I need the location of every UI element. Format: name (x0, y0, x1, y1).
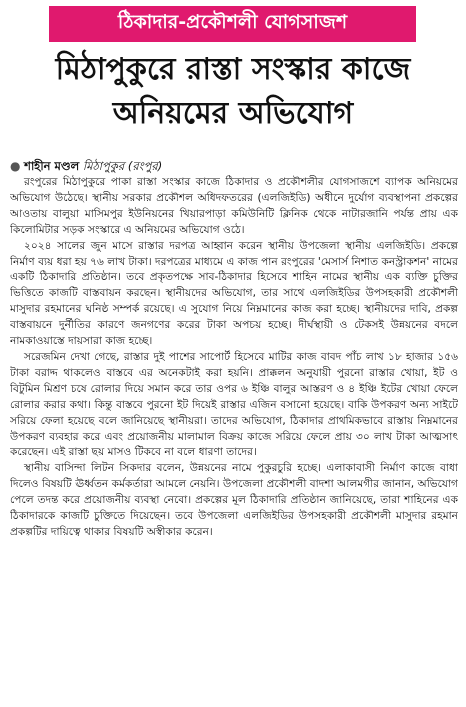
headline-line-2: অনিয়মের অভিযোগ (112, 96, 354, 131)
headline-line-1: মিঠাপুকুরে রাস্তা সংস্কার কাজে (55, 52, 411, 87)
kicker-text: ঠিকাদার-প্রকৌশলী যোগসাজশ (117, 11, 348, 33)
kicker-banner (49, 6, 416, 42)
byline-location: মিঠাপুকুর (রংপুর) (82, 159, 163, 173)
article-paragraph: রংপুরের মিঠাপুকুরে পাকা রাস্তা সংস্কার কাজে ঠিকাদার ও প্রকৌশলীর যোগসাজশে ব্যাপক অনিয়মের অভিযোগ উঠেছে। স্থানীয় সরকার প্রকৌশল অধিদফতরের (এলজিইডি) অধীনে দুর্যোগ ব্যবস্থাপনা প্রকল্পের আওতায় বালুয়া মাসিমপুর ইউনিয়নের খিয়ারপাড়া কমিউনিটি ক্লিনিক থেকে নাটারজানি পর্যন্ত প্রায় এক কিলোমিটার সড়ক সংস্কারে এ অনিয়মের অভিযোগ ওঠে। (10, 176, 458, 236)
article-paragraph: সরেজমিন দেখা গেছে, রাস্তার দুই পাশের সাপোর্ট হিসেবে মাটির কাজ বাবদ পাঁচ লাখ ১৮ হাজার ১৫৬ টাকা বরাদ্দ থাকলেও বাস্তবে এর অনেকটাই করা হয়নি। প্রাক্কলন অনুযায়ী পুরনো রাস্তার খোয়া, ইট ও বিটুমিন মিশ্রণ চষে রোলার দিয়ে সমান করে তার ওপর ৬ ইঞ্চি বালুর আস্তরণ ও ৪ ইঞ্চি ইটের খোয়া ফেলে রোলার করার কথা। কিন্তু বাস্তবে পুরনো ইট দিয়েই রাস্তার এজিন বসানো হয়েছে। বাকি উপকরণ অন্য সাইটে সরিয়ে ফেলা হয়েছে বলে জানিয়েছে স্থানীয়রা। তাদের অভিযোগ, ঠিকাদার প্রাথমিকভাবে রাস্তায় নিম্নমানের উপকরণ ব্যবহার করে এবং প্রয়োজনীয় মালামাল বিক্রয় কাজে সরিয়ে ফেলে প্রায় ৩০ লাখ টাকা আত্মসাৎ করেছেন। এই রাস্তা ছয় মাসও টিকবে না বলে ধারণা তাদের। (10, 350, 458, 459)
byline-author: শাহীন মণ্ডল (24, 159, 80, 173)
headline (0, 48, 466, 136)
bullet-icon: ● (10, 159, 21, 173)
article-body (10, 175, 458, 700)
article-paragraph: স্থানীয় বাসিন্দা লিটন সিকদার বলেন, উন্নয়নের নামে পুকুরচুরি হচ্ছে। এলাকাবাসী নির্মাণ কাজে বাধা দিলেও বিষয়টি ঊর্ধ্বতন কর্মকর্তারা আমলে নেয়নি। উপজেলা প্রকৌশলী বাদশা আলমগীর জানান, অভিযোগ পেলে তদন্ত করে প্রয়োজনীয় ব্যবস্থা নেবো। প্রকল্পের মূল ঠিকাদারি প্রতিষ্ঠান জানিয়েছে, তারা শাহিনের এক ঠিকাদারকে কাজটি চুক্তিতে দিয়েছেন। তবে উপজেলা এলজিইডির উপসহকারী প্রকৌশলী মাসুদার রহমান প্রকল্পটির দায়িত্বে থাকার বিষয়টি অস্বীকার করেন। (10, 462, 458, 538)
article-paragraph: ২০২৪ সালের জুন মাসে রাস্তার দরপত্র আহ্বান করেন স্থানীয় উপজেলা স্থানীয় এলজিইডি। প্রকল্পে নির্মাণ ব্যয় ধরা হয় ৭৬ লাখ টাকা। দরপত্রের মাধ্যমে এ কাজ পান রংপুরের 'মেসার্স নিশাত কনস্ট্রাকশন' নামের একটি ঠিকাদারি প্রতিষ্ঠান। তবে প্রকৃতপক্ষে সাব-ঠিকাদার হিসেবে শাহিন নামের স্থানীয় এক ব্যক্তি চুক্তির ভিত্তিতে কাজটি বাস্তবায়ন করছেন। স্থানীয়দের অভিযোগ, তার সাথে এলজিইডির উপসহকারী প্রকৌশলী মাসুদার রহমানের ঘনিষ্ঠ সম্পর্ক রয়েছে। এ সুযোগ নিয়ে নিম্নমানের কাজ করা হচ্ছে। স্থানীয়দের দাবি, প্রকল্প বাস্তবায়নে দুর্নীতির কারণে জনগণের করের টাকা অপচয় হচ্ছে। দীর্ঘস্থায়ী ও টেকসই উন্নয়নের বদলে নামকাওয়াস্তে দায়সারা কাজ হচ্ছে। (10, 239, 458, 348)
